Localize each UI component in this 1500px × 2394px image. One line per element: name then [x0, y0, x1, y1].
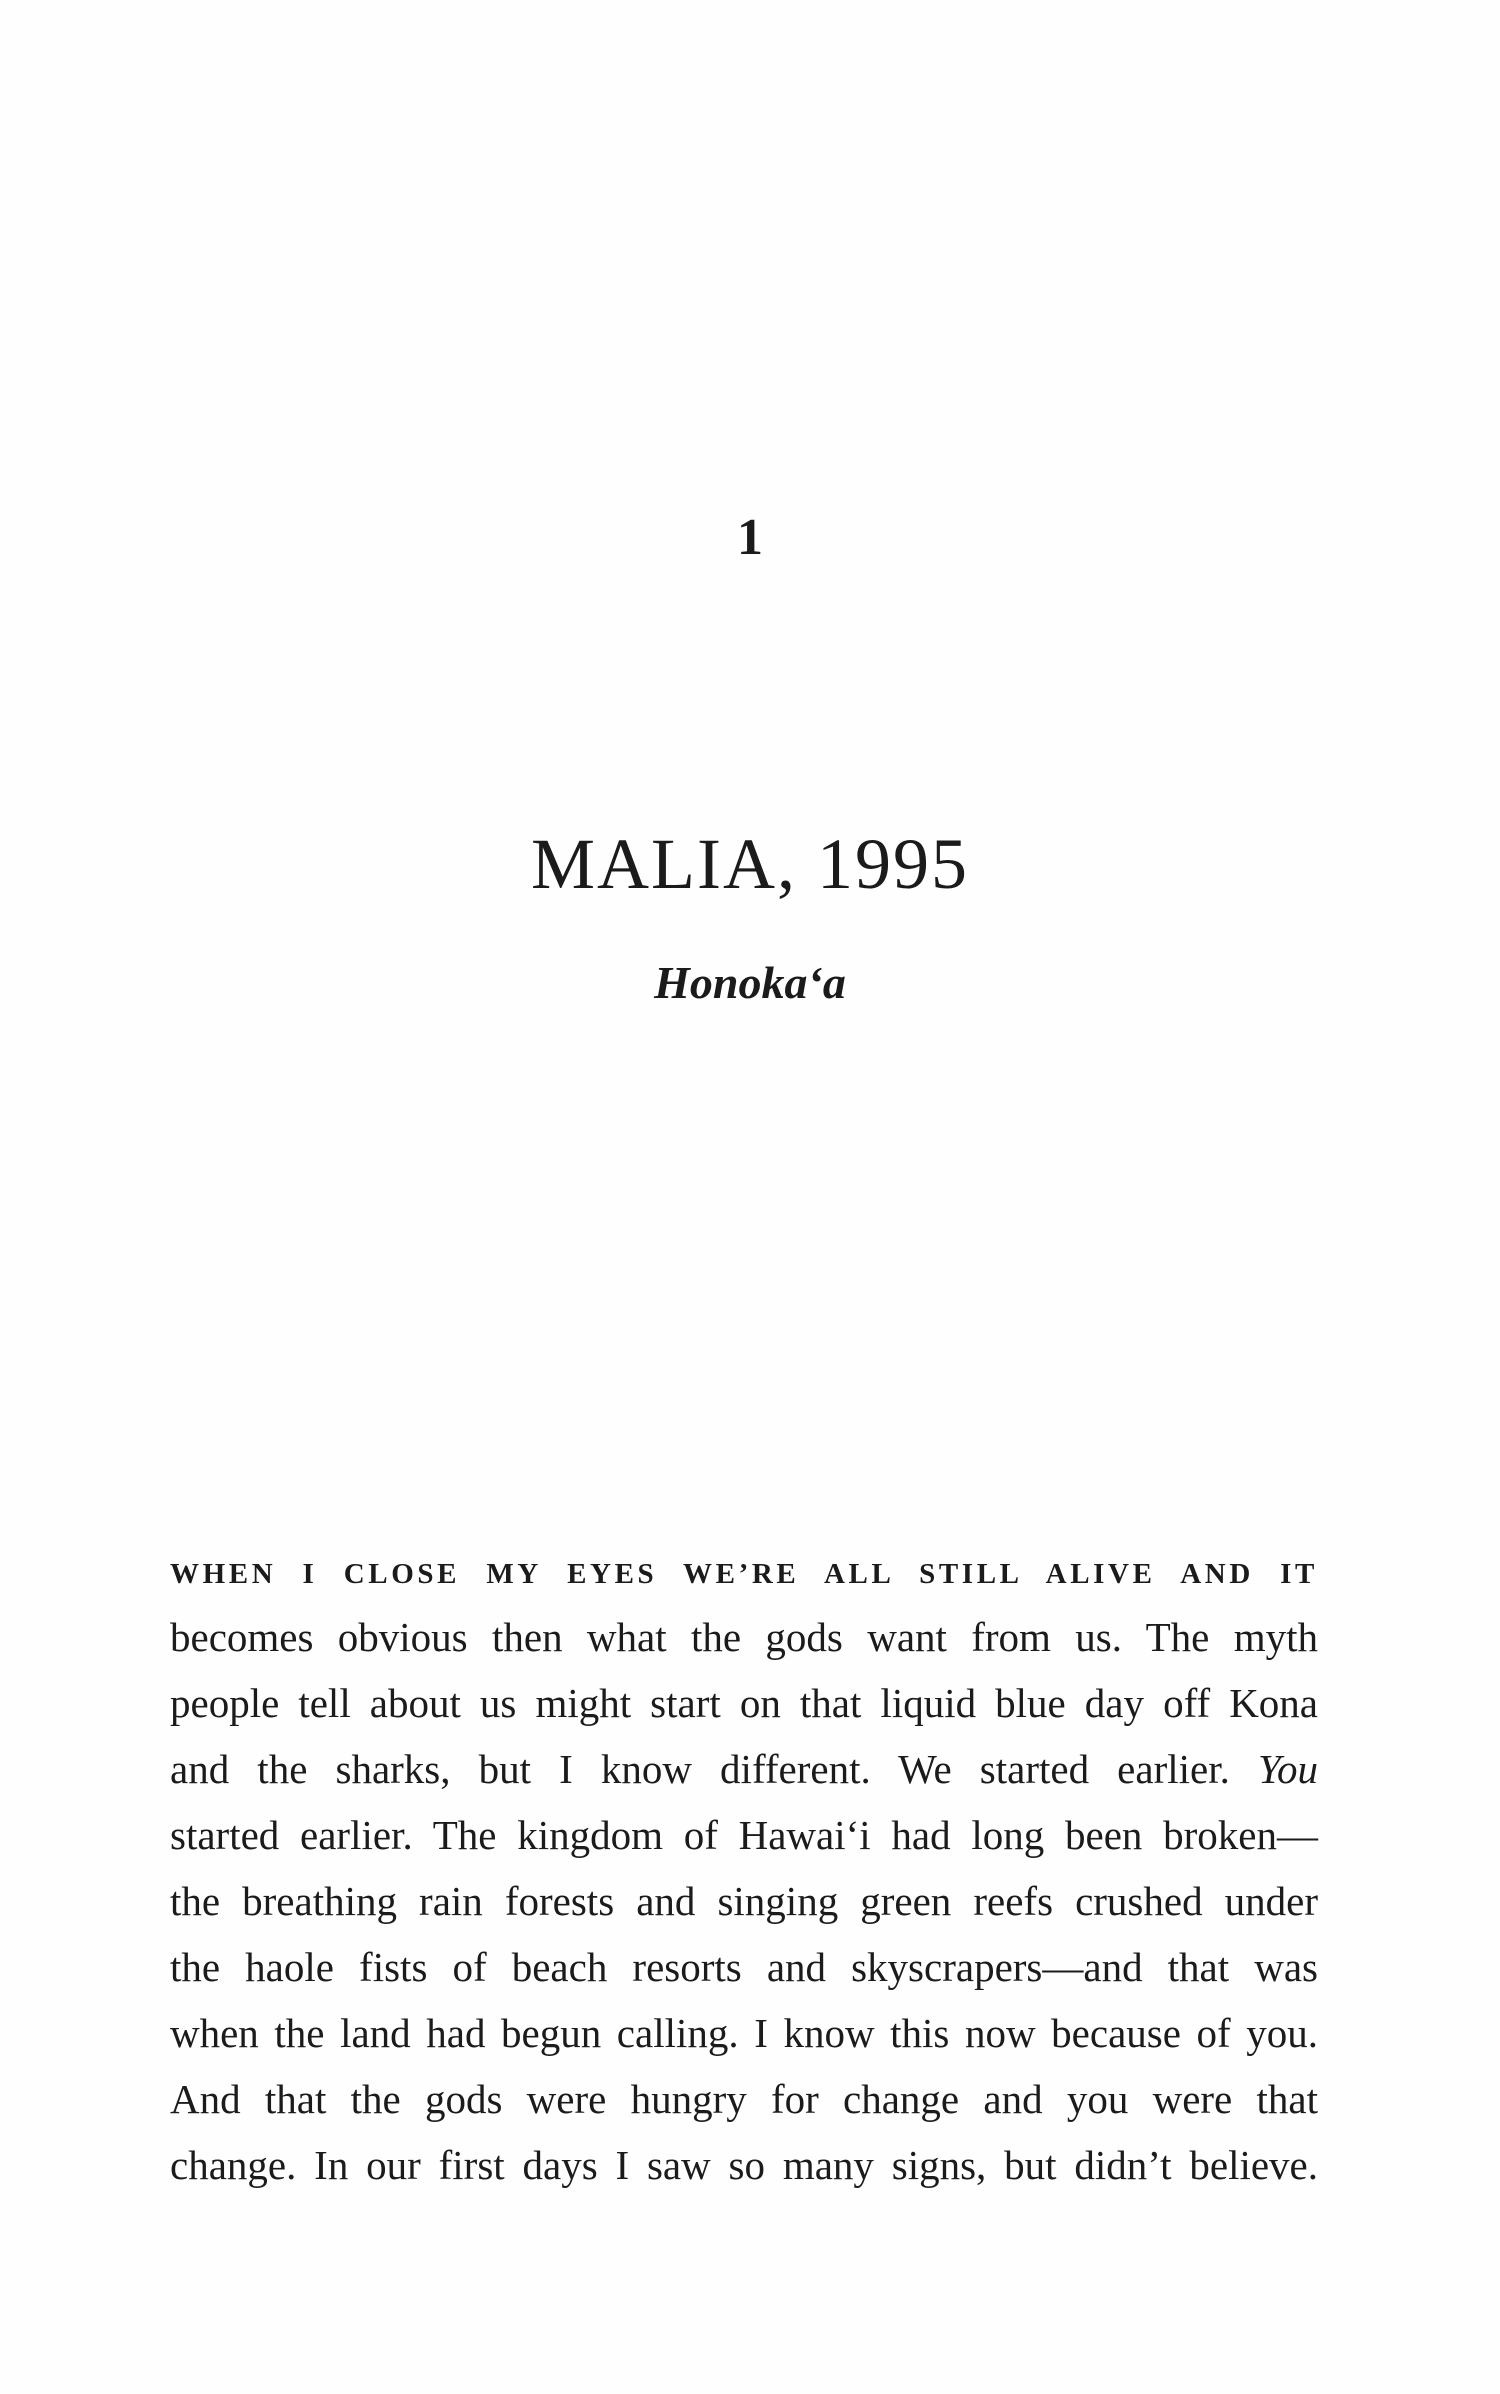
text-line: the haole fists of beach resorts and skyscrapers—and that was: [170, 1944, 1318, 1990]
text-line: becomes obvious then what the gods want from us. The myth: [170, 1614, 1318, 1660]
text-line: And that the gods were hungry for change and you were that: [170, 2076, 1318, 2122]
chapter-number: 1: [737, 509, 763, 566]
text-line-segment: and the sharks, but I know different. We started earlier.: [170, 1746, 1230, 1792]
emphasis-word: You: [1257, 1746, 1318, 1792]
chapter-title: MALIA, 1995: [531, 824, 969, 904]
text-line: [170, 1736, 1318, 1802]
body-paragraph: [170, 1548, 1318, 2198]
text-line: started earlier. The kingdom of Hawai‘i had long been broken—: [170, 1812, 1318, 1858]
chapter-subtitle: Honoka‘a: [654, 957, 846, 1008]
text-line: when the land had begun calling. I know this now because of you.: [170, 2010, 1318, 2056]
text-line: the breathing rain forests and singing green reefs crushed under: [170, 1878, 1318, 1924]
text-line: change. In our first days I saw so many signs, but didn’t believe.: [170, 2142, 1318, 2188]
text-line: people tell about us might start on that liquid blue day off Kona: [170, 1680, 1318, 1726]
opening-line: WHEN I CLOSE MY EYES WE’RE ALL STILL ALIVE AND IT: [170, 1558, 1318, 1590]
